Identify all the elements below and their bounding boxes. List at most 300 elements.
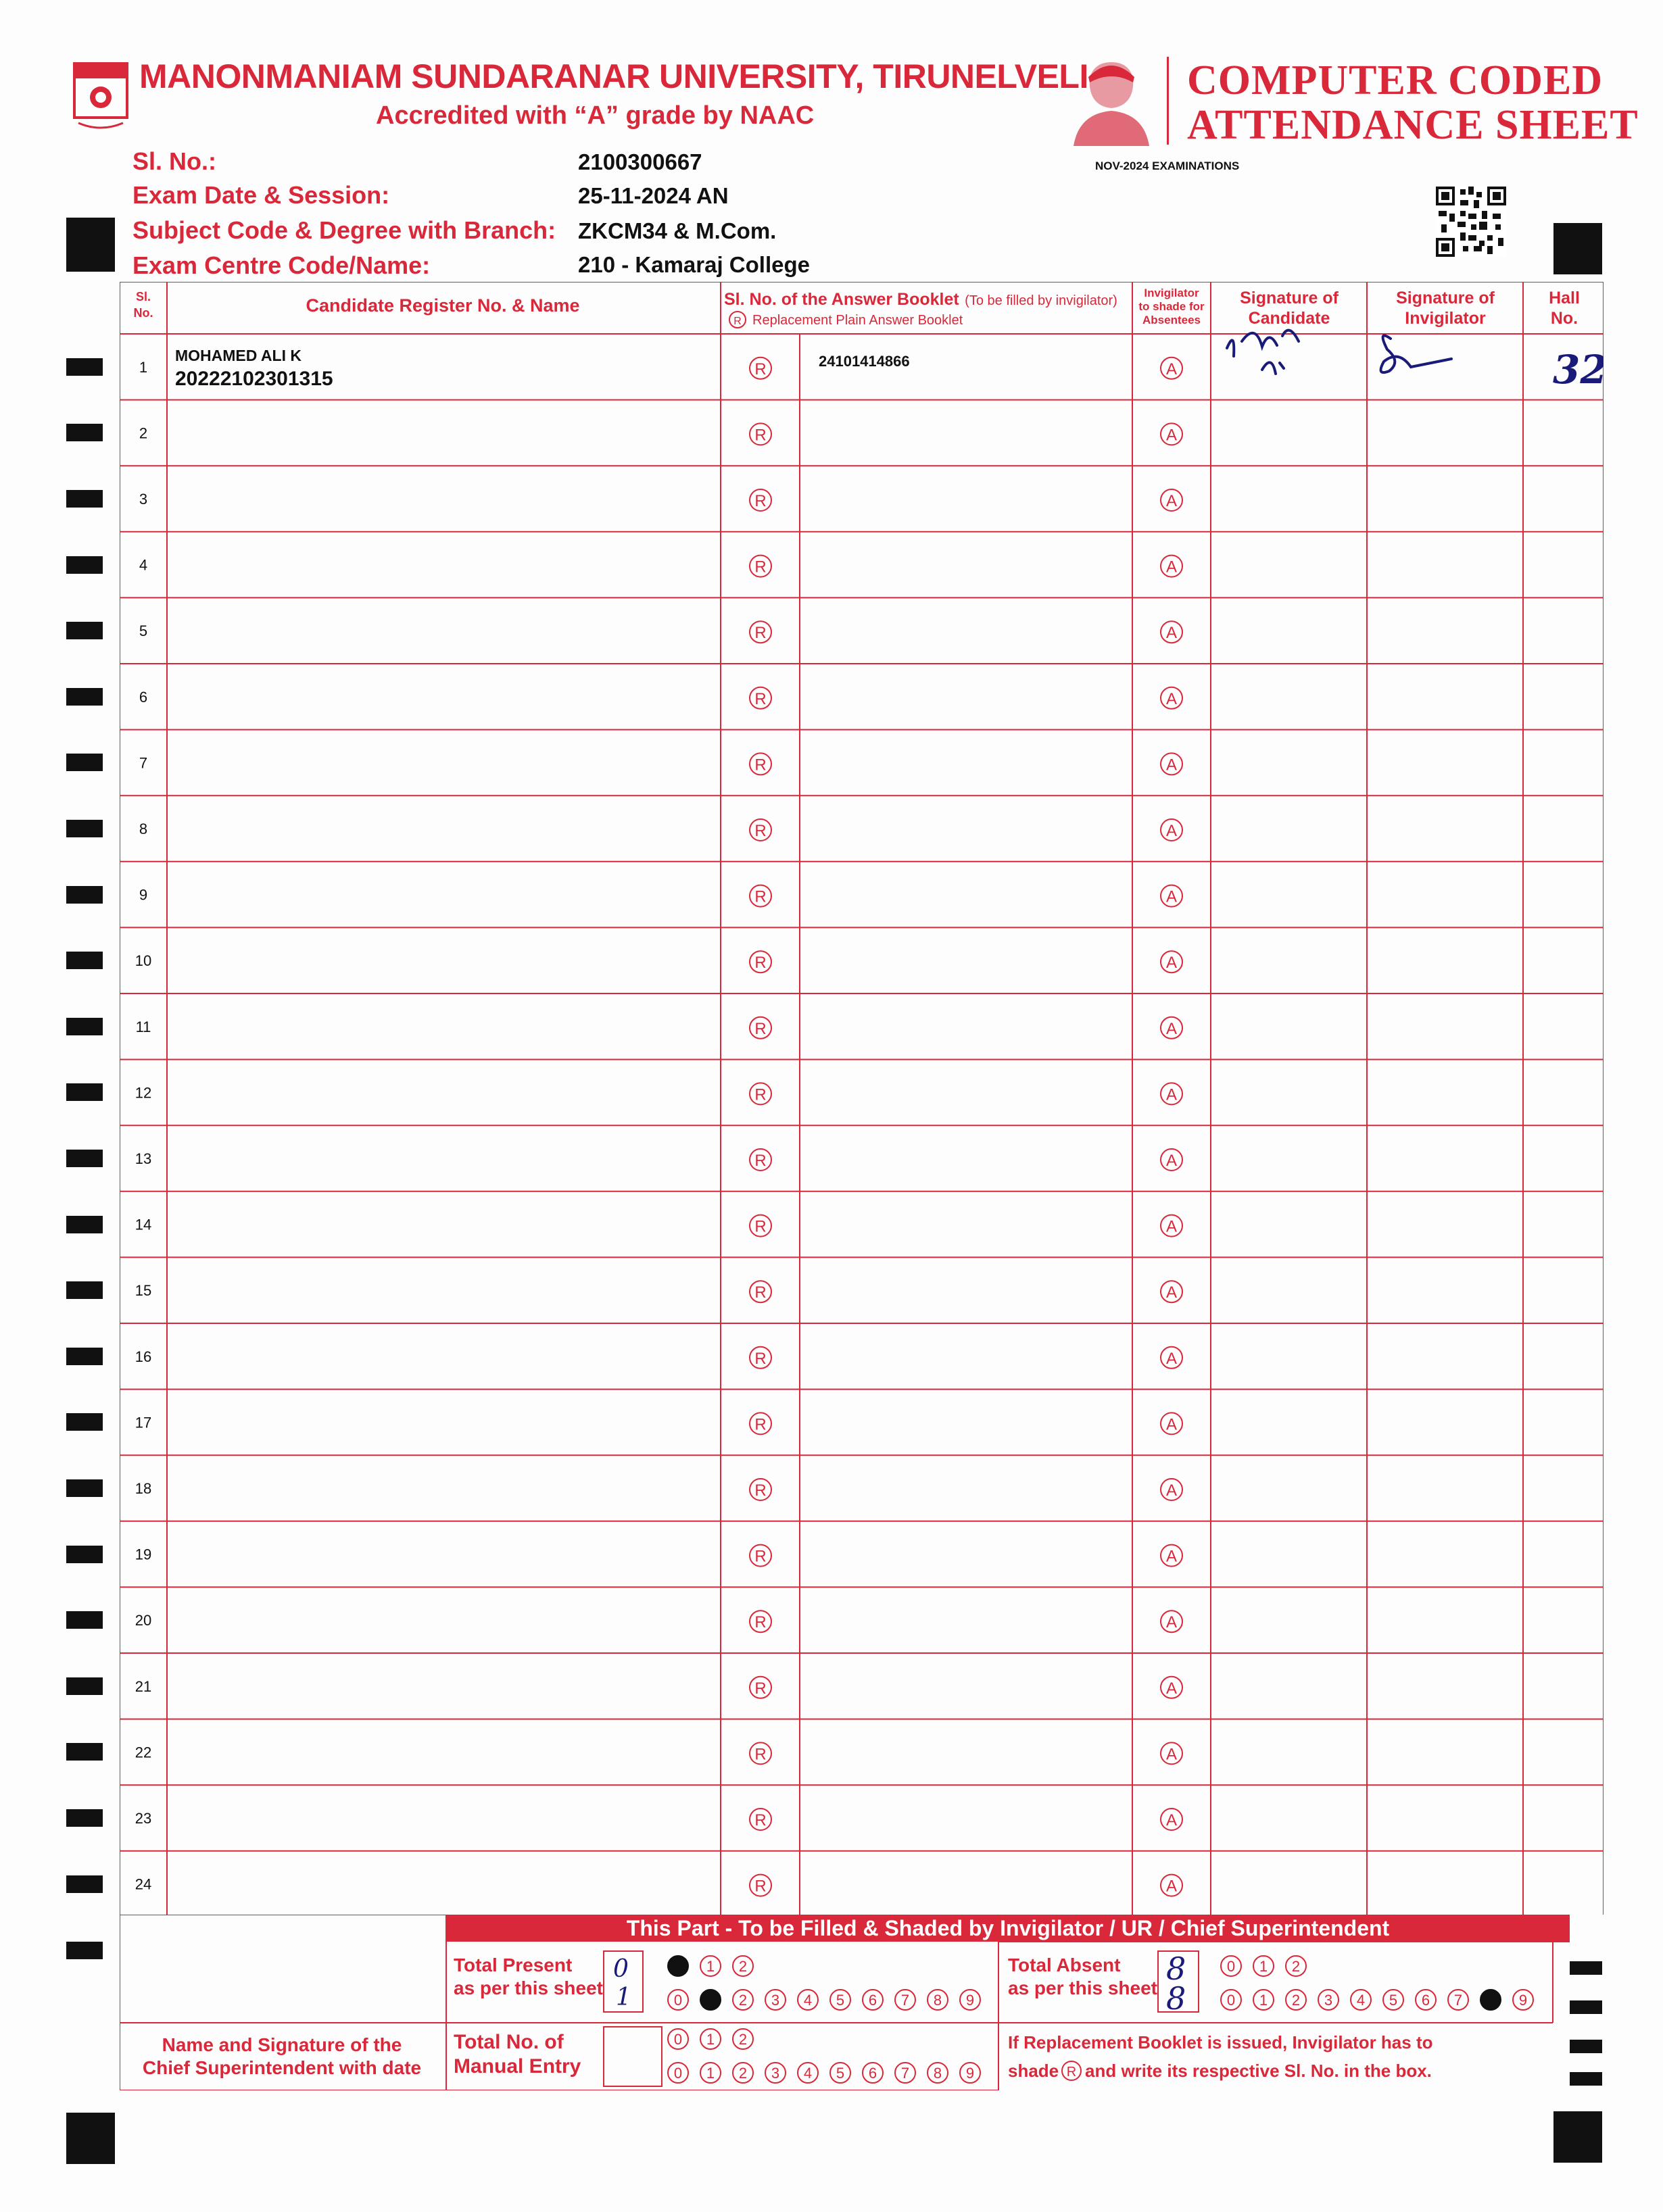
total-present-tens-bubble[interactable]: [700, 1956, 721, 1976]
centre-label: Exam Centre Code/Name:: [132, 251, 431, 279]
timing-mark-left: [66, 490, 103, 508]
absent-bubble[interactable]: [1161, 556, 1182, 577]
total-absent-units-bubble[interactable]: [1318, 1990, 1339, 2010]
timing-mark-left: [66, 1348, 103, 1365]
svg-text:A: A: [1165, 1481, 1178, 1500]
absent-bubble[interactable]: [1161, 1017, 1182, 1039]
svg-text:3: 3: [771, 1992, 780, 2009]
total-present-tens-written: 0: [613, 1955, 629, 1983]
svg-text:A: A: [1165, 887, 1178, 906]
total-present-units-bubble[interactable]: [700, 1990, 721, 2010]
table-row: [135, 1545, 1182, 1567]
svg-text:2: 2: [738, 2031, 748, 2048]
replacement-bubble-letter: R: [1066, 2065, 1077, 2080]
col-sig-invigilator-header: Signature of: [1396, 289, 1495, 308]
replacement-bubble[interactable]: [750, 1215, 771, 1237]
col-slno-header: Sl.: [135, 290, 151, 303]
manual-entry-units-bubble[interactable]: [863, 2063, 883, 2083]
replacement-bubble[interactable]: [750, 1545, 771, 1567]
table-row: [135, 1215, 1182, 1237]
svg-text:R: R: [754, 1217, 767, 1236]
absent-bubble[interactable]: [1161, 1479, 1182, 1500]
total-present-units-bubble[interactable]: [863, 1990, 883, 2010]
subject-value: ZKCM34 & M.Com.: [578, 218, 777, 243]
timing-mark-right: [1570, 2000, 1602, 2014]
table-row: [135, 1083, 1182, 1104]
svg-text:A: A: [1165, 1349, 1178, 1368]
exam-date-value: 25-11-2024 AN: [578, 183, 729, 208]
timing-mark-left: [66, 556, 103, 574]
col-hall-header: Hall: [1549, 289, 1580, 308]
row-number: 4: [139, 556, 148, 574]
chief-superintendent-label: Name and Signature of the: [162, 2034, 402, 2055]
chief-superintendent-label: Chief Superintendent with date: [142, 2057, 422, 2078]
table-row: [135, 1412, 1182, 1434]
table-row: [139, 556, 1182, 577]
timing-mark-left: [66, 1942, 103, 1959]
manual-entry-units-bubble[interactable]: [960, 2063, 980, 2083]
svg-text:5: 5: [836, 2065, 845, 2082]
table-row: [135, 1281, 1182, 1302]
svg-text:R: R: [754, 492, 767, 510]
total-present-units-bubble[interactable]: [765, 1990, 786, 2010]
svg-text:1: 1: [706, 2031, 715, 2048]
centre-value: 210 - Kamaraj College: [578, 252, 810, 277]
table-row: [139, 687, 1182, 709]
svg-text:R: R: [754, 1349, 767, 1368]
candidate-signature: [1227, 330, 1299, 374]
table-row: [135, 1677, 1182, 1698]
replacement-bubble[interactable]: [750, 1017, 771, 1039]
absent-bubble[interactable]: [1161, 1347, 1182, 1369]
timing-mark-right: [1570, 2040, 1602, 2053]
svg-text:2: 2: [738, 1992, 748, 2009]
svg-text:A: A: [1165, 1152, 1178, 1170]
svg-text:R: R: [754, 1415, 767, 1434]
absent-bubble[interactable]: [1161, 1742, 1182, 1764]
svg-text:A: A: [1165, 1217, 1178, 1236]
timing-mark-bottom-left: [66, 2113, 115, 2164]
replacement-note: shade: [1008, 2061, 1059, 2081]
svg-text:R: R: [754, 426, 767, 445]
svg-text:R: R: [754, 624, 767, 643]
row-number: 5: [139, 622, 148, 640]
replacement-bubble[interactable]: [750, 885, 771, 907]
svg-text:R: R: [754, 1481, 767, 1500]
replacement-bubble[interactable]: [750, 489, 771, 511]
timing-mark-left: [66, 1546, 103, 1563]
row-number: 20: [135, 1612, 152, 1629]
col-sig-candidate-header: Candidate: [1248, 309, 1330, 328]
timing-mark-left: [66, 358, 103, 376]
svg-text:2: 2: [1291, 1992, 1301, 2009]
col-booklet-header: Sl. No. of the Answer Booklet (To be filled by invigilator): [724, 290, 1117, 309]
replacement-note: If Replacement Booklet is issued, Invigilator has to: [1008, 2032, 1433, 2053]
svg-text:1: 1: [1259, 1958, 1268, 1975]
total-absent-tens-bubble[interactable]: [1286, 1956, 1306, 1976]
timing-mark-top-left: [66, 218, 115, 272]
row-number: 14: [135, 1216, 152, 1233]
svg-text:R: R: [754, 1283, 767, 1302]
absent-bubble[interactable]: [1161, 885, 1182, 907]
svg-text:A: A: [1165, 492, 1178, 510]
manual-entry-units-bubble[interactable]: [927, 2063, 948, 2083]
svg-text:0: 0: [673, 1992, 683, 2009]
row-number: 9: [139, 886, 148, 904]
svg-text:R: R: [754, 1547, 767, 1566]
replacement-bubble[interactable]: [750, 1347, 771, 1369]
total-present-units-bubble[interactable]: [960, 1990, 980, 2010]
total-absent-units-bubble[interactable]: [1513, 1990, 1533, 2010]
replacement-bubble[interactable]: [750, 1479, 771, 1500]
replacement-bubble[interactable]: [750, 1611, 771, 1632]
svg-text:3: 3: [1324, 1992, 1333, 2009]
absent-bubble[interactable]: [1161, 1545, 1182, 1567]
timing-mark-left: [66, 1083, 103, 1101]
svg-text:3: 3: [771, 2065, 780, 2082]
timing-mark-right: [1570, 2072, 1602, 2086]
svg-text:A: A: [1165, 360, 1178, 378]
svg-text:4: 4: [1356, 1992, 1366, 2009]
replacement-bubble[interactable]: [750, 951, 771, 973]
total-present-label: as per this sheet: [454, 1977, 603, 1998]
table-row: [135, 951, 1182, 973]
absent-bubble[interactable]: [1161, 1809, 1182, 1830]
absent-bubble[interactable]: [1161, 1875, 1182, 1896]
svg-text:9: 9: [965, 1992, 975, 2009]
svg-text:2: 2: [738, 2065, 748, 2082]
col-slno-header: No.: [133, 306, 153, 320]
manual-entry-units-bubble[interactable]: [700, 2063, 721, 2083]
answer-booklet-no: 24101414866: [819, 353, 910, 370]
timing-mark-left: [66, 1611, 103, 1629]
row-number: 15: [135, 1282, 152, 1300]
invigilator-signature: [1381, 336, 1452, 373]
table-row: [135, 1479, 1182, 1500]
svg-text:A: A: [1165, 1283, 1178, 1302]
svg-text:R: R: [754, 756, 767, 775]
replacement-bubble[interactable]: [750, 1809, 771, 1830]
row-number: 24: [135, 1875, 152, 1893]
total-absent-units-bubble[interactable]: [1416, 1990, 1436, 2010]
absent-bubble[interactable]: [1161, 1215, 1182, 1237]
row-number: 18: [135, 1480, 152, 1497]
svg-text:R: R: [754, 1085, 767, 1104]
replacement-bubble[interactable]: [750, 819, 771, 841]
svg-text:4: 4: [803, 2065, 813, 2082]
svg-text:6: 6: [1421, 1992, 1430, 2009]
row-number: 7: [139, 754, 148, 772]
manual-entry-units-bubble[interactable]: [830, 2063, 850, 2083]
replacement-bubble-letter: R: [733, 316, 742, 327]
total-absent-label: Total Absent: [1008, 1955, 1121, 1975]
svg-text:A: A: [1165, 624, 1178, 643]
total-present-units-bubble[interactable]: [927, 1990, 948, 2010]
timing-mark-left: [66, 1281, 103, 1299]
replacement-note: and write its respective Sl. No. in the box.: [1085, 2061, 1432, 2081]
subject-label: Subject Code & Degree with Branch:: [132, 216, 556, 244]
svg-text:6: 6: [868, 2065, 877, 2082]
row-number: 12: [135, 1084, 152, 1102]
svg-text:A: A: [1165, 1745, 1178, 1764]
svg-text:A: A: [1165, 558, 1178, 576]
total-present-units-bubble[interactable]: [895, 1990, 915, 2010]
svg-text:8: 8: [933, 2065, 942, 2082]
row-number: 10: [135, 952, 152, 970]
total-present-units-written: 1: [616, 1984, 631, 2011]
table-row: [135, 1347, 1182, 1369]
svg-text:R: R: [754, 1679, 767, 1698]
absent-bubble[interactable]: [1161, 621, 1182, 643]
replacement-bubble[interactable]: [750, 556, 771, 577]
replacement-bubble[interactable]: [750, 1149, 771, 1171]
svg-text:1: 1: [1259, 1992, 1268, 2009]
table-row: [135, 1742, 1182, 1764]
manual-entry-label: Total No. of: [454, 2031, 564, 2053]
university-name: MANONMANIAM SUNDARANAR UNIVERSITY, TIRUNELVELI: [139, 57, 1088, 95]
manual-entry-units-bubble[interactable]: [668, 2063, 688, 2083]
row-number: 2: [139, 424, 148, 442]
svg-text:R: R: [754, 1877, 767, 1896]
row-number: 23: [135, 1810, 152, 1827]
row-number: 22: [135, 1744, 152, 1761]
timing-mark-left: [66, 1809, 103, 1827]
sheet-title: COMPUTER CODED ATTENDANCE SHEET: [1187, 57, 1639, 148]
timing-mark-left: [66, 1216, 103, 1233]
total-present-units-bubble[interactable]: [798, 1990, 818, 2010]
replacement-bubble[interactable]: [750, 1742, 771, 1764]
svg-text:7: 7: [900, 2065, 910, 2082]
timing-mark-left: [66, 1743, 103, 1761]
row-number: 21: [135, 1677, 152, 1695]
row-number: 11: [135, 1018, 151, 1035]
replacement-bubble[interactable]: [750, 1875, 771, 1896]
manual-entry-units-bubble[interactable]: [895, 2063, 915, 2083]
manual-entry-units-bubble[interactable]: [798, 2063, 818, 2083]
absent-bubble[interactable]: [1161, 1149, 1182, 1171]
sl-no-label: Sl. No.:: [132, 147, 216, 175]
timing-mark-bottom-right: [1553, 2111, 1602, 2163]
svg-text:A: A: [1165, 1877, 1178, 1896]
absent-bubble[interactable]: [1161, 358, 1182, 379]
total-absent-tens-written: 8: [1166, 1950, 1186, 1987]
svg-text:R: R: [754, 1152, 767, 1170]
timing-mark-left: [66, 424, 103, 441]
timing-mark-left: [66, 622, 103, 639]
timing-mark-left: [66, 952, 103, 969]
row-number: 8: [139, 820, 148, 837]
total-absent-units-bubble[interactable]: [1253, 1990, 1274, 2010]
svg-text:R: R: [754, 689, 767, 708]
timing-mark-left: [66, 754, 103, 771]
svg-text:R: R: [754, 1811, 767, 1829]
row-number: 3: [139, 491, 148, 508]
svg-text:R: R: [754, 1019, 767, 1038]
svg-text:A: A: [1165, 1085, 1178, 1104]
sl-no-value: 2100300667: [578, 149, 702, 174]
svg-text:1: 1: [706, 2065, 715, 2082]
svg-text:A: A: [1165, 1019, 1178, 1038]
svg-text:7: 7: [900, 1992, 910, 2009]
timing-mark-left: [66, 1479, 103, 1497]
absent-bubble[interactable]: [1161, 1611, 1182, 1632]
row-number: 16: [135, 1348, 152, 1365]
manual-entry-units-bubble[interactable]: [765, 2063, 786, 2083]
total-absent-label: as per this sheet: [1008, 1977, 1157, 1998]
absent-bubble[interactable]: [1161, 687, 1182, 709]
manual-entry-tens-bubble[interactable]: [668, 2029, 688, 2049]
timing-mark-right: [1570, 1961, 1602, 1975]
replacement-bubble[interactable]: [750, 1083, 771, 1104]
col-booklet-subheader: Replacement Plain Answer Booklet: [752, 313, 963, 328]
row-number: 13: [135, 1150, 152, 1167]
table-row: [139, 819, 1182, 841]
svg-text:A: A: [1165, 756, 1178, 775]
total-present-units-bubble[interactable]: [733, 1990, 753, 2010]
total-present-units-bubble[interactable]: [830, 1990, 850, 2010]
timing-mark-left: [66, 1875, 103, 1893]
manual-entry-tens-bubble[interactable]: [700, 2029, 721, 2049]
svg-text:A: A: [1165, 1415, 1178, 1434]
accreditation: Accredited with “A” grade by NAAC: [376, 101, 815, 130]
total-present-tens-bubble[interactable]: [733, 1956, 753, 1976]
col-hall-header: No.: [1550, 309, 1578, 328]
table-row: [139, 621, 1182, 643]
manual-entry-units-bubble[interactable]: [733, 2063, 753, 2083]
svg-text:5: 5: [1389, 1992, 1398, 2009]
candidate-name: MOHAMED ALI K: [175, 347, 302, 364]
svg-text:9: 9: [965, 2065, 975, 2082]
timing-mark-left: [66, 1413, 103, 1431]
table-row: [139, 423, 1182, 445]
manual-entry-box[interactable]: [604, 2027, 662, 2086]
table-row: [139, 753, 1182, 775]
replacement-bubble[interactable]: [750, 1281, 771, 1302]
row-number: 6: [139, 688, 148, 706]
svg-text:5: 5: [836, 1992, 845, 2009]
hall-number-handwritten: 32: [1553, 347, 1604, 393]
svg-text:8: 8: [933, 1992, 942, 2009]
absent-bubble[interactable]: [1161, 753, 1182, 775]
replacement-bubble[interactable]: [750, 1677, 771, 1698]
col-invig-header: Absentees: [1142, 314, 1201, 326]
svg-text:6: 6: [868, 1992, 877, 2009]
svg-text:1: 1: [706, 1958, 715, 1975]
replacement-bubble[interactable]: [750, 1412, 771, 1434]
absent-bubble[interactable]: [1161, 1083, 1182, 1104]
total-absent-units-bubble[interactable]: [1351, 1990, 1371, 2010]
timing-mark-top-right: [1553, 223, 1602, 274]
svg-text:A: A: [1165, 822, 1178, 840]
row-number: 19: [135, 1546, 152, 1563]
absent-bubble[interactable]: [1161, 489, 1182, 511]
total-absent-units-bubble[interactable]: [1448, 1990, 1468, 2010]
timing-mark-left: [66, 688, 103, 706]
absent-bubble[interactable]: [1161, 1412, 1182, 1434]
absent-bubble[interactable]: [1161, 1677, 1182, 1698]
svg-text:0: 0: [1226, 1992, 1236, 2009]
total-absent-tens-bubble[interactable]: [1253, 1956, 1274, 1976]
table-row: [135, 1149, 1182, 1171]
manual-entry-label: Manual Entry: [454, 2055, 581, 2078]
replacement-bubble[interactable]: [750, 753, 771, 775]
header-divider: [1167, 57, 1169, 145]
table-row: [139, 489, 1182, 511]
svg-text:A: A: [1165, 1811, 1178, 1829]
attendance-table: [120, 282, 1604, 1915]
qr-code: [1436, 187, 1506, 257]
svg-text:9: 9: [1518, 1992, 1528, 2009]
row-number: 17: [135, 1414, 152, 1431]
table-row: [135, 1809, 1182, 1830]
svg-text:2: 2: [1291, 1958, 1301, 1975]
timing-mark-left: [66, 820, 103, 837]
svg-text:0: 0: [1226, 1958, 1236, 1975]
col-sig-candidate-header: Signature of: [1240, 289, 1339, 308]
svg-text:R: R: [754, 1745, 767, 1764]
svg-text:A: A: [1165, 426, 1178, 445]
absent-bubble[interactable]: [1161, 423, 1182, 445]
col-invig-header: to shade for: [1138, 300, 1205, 313]
timing-mark-left: [66, 1150, 103, 1167]
footer-panel: [120, 1915, 1570, 2090]
svg-text:R: R: [754, 360, 767, 378]
svg-text:A: A: [1165, 1547, 1178, 1566]
total-absent-units-bubble[interactable]: [1221, 1990, 1241, 2010]
col-candidate-header: Candidate Register No. & Name: [306, 295, 580, 316]
svg-text:2: 2: [738, 1958, 748, 1975]
replacement-bubble[interactable]: [750, 358, 771, 379]
replacement-bubble[interactable]: [750, 423, 771, 445]
total-present-units-bubble[interactable]: [668, 1990, 688, 2010]
svg-text:R: R: [754, 887, 767, 906]
svg-text:A: A: [1165, 689, 1178, 708]
total-absent-tens-bubble[interactable]: [1221, 1956, 1241, 1976]
svg-text:0: 0: [673, 2031, 683, 2048]
table-row: [136, 1017, 1182, 1039]
timing-mark-left: [66, 886, 103, 904]
candidate-register-no: 20222102301315: [175, 368, 333, 390]
svg-text:R: R: [754, 954, 767, 973]
table-row: [139, 885, 1182, 907]
exam-date-label: Exam Date & Session:: [132, 181, 390, 209]
founder-portrait: [1068, 57, 1155, 146]
timing-mark-left: [66, 1018, 103, 1035]
absent-bubble[interactable]: [1161, 819, 1182, 841]
footer-band-title: This Part - To be Filled & Shaded by Invigilator / UR / Chief Superintendent: [626, 1916, 1390, 1940]
svg-text:R: R: [754, 822, 767, 840]
total-absent-units-bubble[interactable]: [1383, 1990, 1403, 2010]
university-logo: [72, 61, 130, 135]
svg-text:A: A: [1165, 1679, 1178, 1698]
exam-session-label: NOV-2024 EXAMINATIONS: [1095, 159, 1240, 172]
row-number: 1: [139, 358, 148, 376]
svg-text:A: A: [1165, 954, 1178, 973]
total-absent-units-bubble[interactable]: [1480, 1990, 1501, 2010]
total-absent-units-bubble[interactable]: [1286, 1990, 1306, 2010]
replacement-bubble[interactable]: [750, 687, 771, 709]
absent-bubble[interactable]: [1161, 1281, 1182, 1302]
absent-bubble[interactable]: [1161, 951, 1182, 973]
manual-entry-tens-bubble[interactable]: [733, 2029, 753, 2049]
total-absent-units-written: 8: [1166, 1980, 1186, 2017]
svg-text:0: 0: [673, 2065, 683, 2082]
table-row: [135, 1875, 1182, 1896]
total-present-label: Total Present: [454, 1955, 573, 1975]
total-present-tens-bubble[interactable]: [668, 1956, 688, 1976]
table-row: [139, 347, 1182, 390]
replacement-bubble[interactable]: [750, 621, 771, 643]
